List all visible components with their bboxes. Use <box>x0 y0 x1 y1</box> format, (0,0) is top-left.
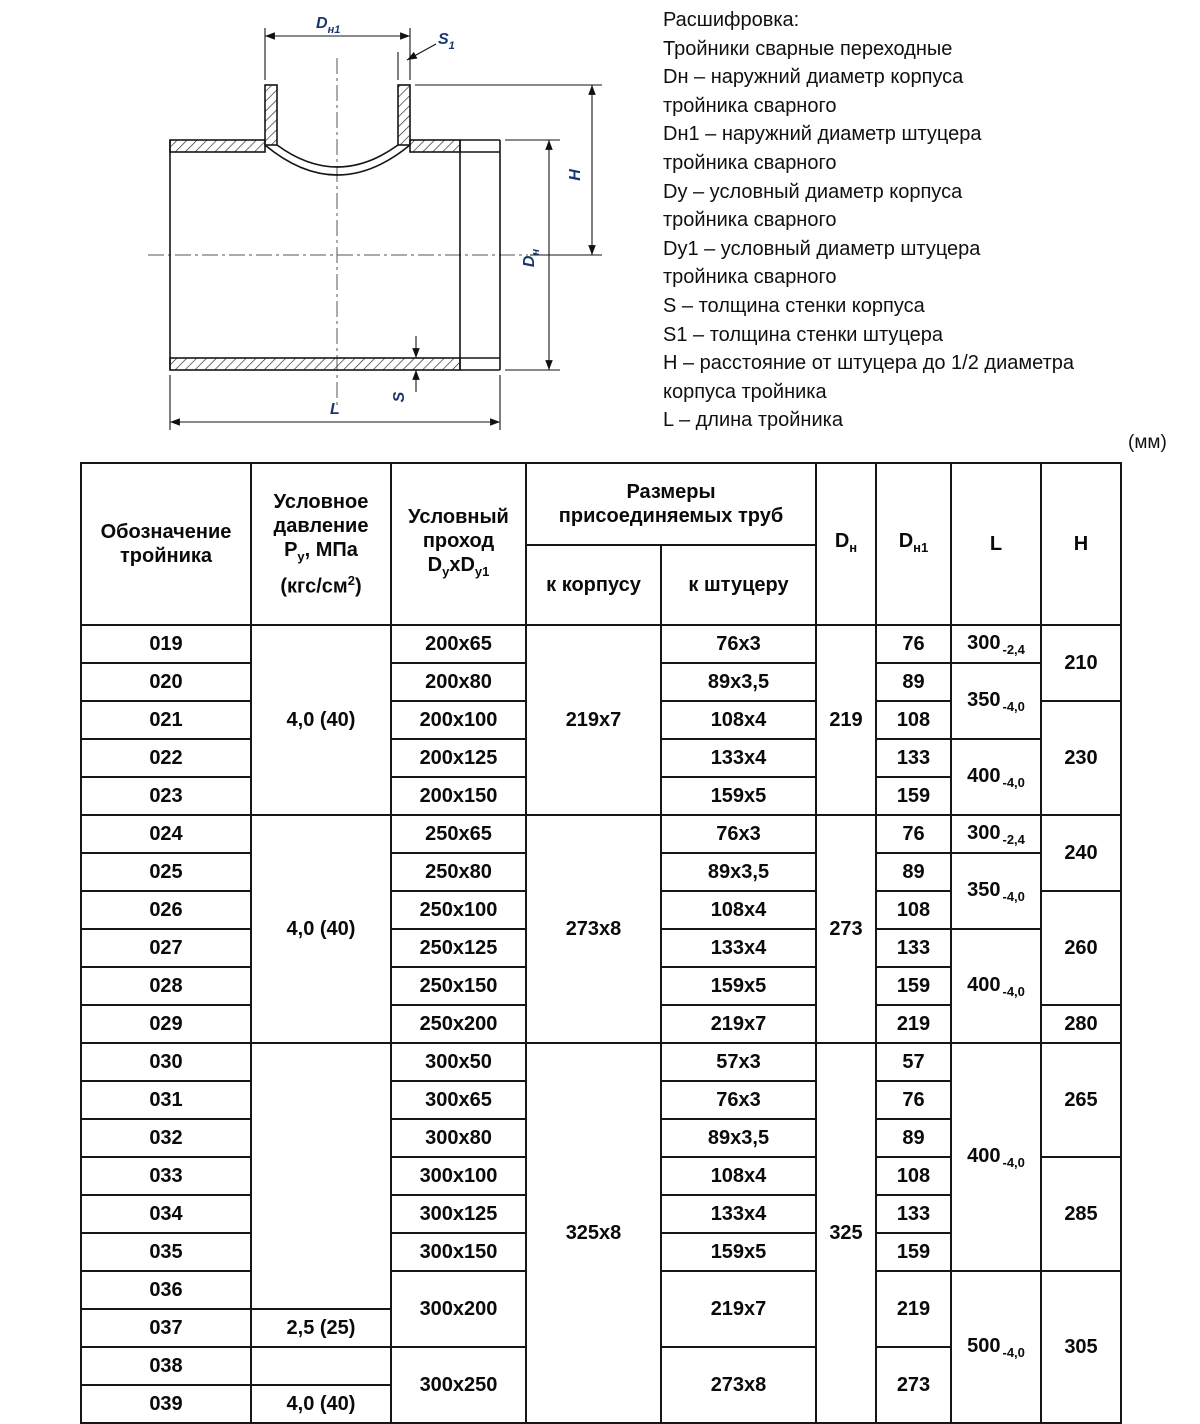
dn1-sub: н1 <box>913 539 929 555</box>
col-branch-pipe: к штуцеру <box>661 545 816 625</box>
table-cell: 219х7 <box>661 1271 816 1347</box>
table-cell: 200х80 <box>391 663 526 701</box>
table-cell: 108х4 <box>661 701 816 739</box>
bore-sub2: у1 <box>474 563 490 579</box>
legend-line: тройника сварного <box>663 209 837 232</box>
pressure-symbol-sub: у <box>297 548 305 564</box>
col-pressure-line1: Условное <box>273 490 369 513</box>
units-note: (мм) <box>1128 432 1167 453</box>
table-cell: 300х50 <box>391 1043 526 1081</box>
table-cell: 500 $_{-4,0}$ <box>951 1271 1041 1423</box>
table-cell: 159 <box>876 1233 951 1271</box>
table-cell: 108х4 <box>661 891 816 929</box>
table-cell: 200х65 <box>391 625 526 663</box>
table-cell: 57х3 <box>661 1043 816 1081</box>
table-cell: 300х65 <box>391 1081 526 1119</box>
col-dn <box>816 463 876 625</box>
legend-line: Dн1 – наружний диаметр штуцера <box>663 123 982 146</box>
table-cell: 250х200 <box>391 1005 526 1043</box>
table-cell: 250х125 <box>391 929 526 967</box>
table-cell: 133 <box>876 1195 951 1233</box>
legend-line: корпуса тройника <box>663 380 827 403</box>
table-cell: 76 <box>876 1081 951 1119</box>
table-cell: 89 <box>876 663 951 701</box>
pressure-unit: , МПа <box>304 538 358 561</box>
table-cell: 300 $_{-2,4}$ <box>951 625 1041 663</box>
table-cell: 325х8 <box>526 1043 661 1423</box>
col-pipes-line2: присоединяемых труб <box>558 505 784 527</box>
table-cell: 159х5 <box>661 777 816 815</box>
table-cell: 76х3 <box>661 815 816 853</box>
table-cell: 024 <box>81 815 251 853</box>
table-cell: 133 <box>876 739 951 777</box>
table-cell: 89 <box>876 1119 951 1157</box>
legend-line: тройника сварного <box>663 266 837 289</box>
legend-line: тройника сварного <box>663 94 837 117</box>
legend-line: Dу – условный диаметр корпуса <box>663 180 963 203</box>
table-cell: 400 $_{-4,0}$ <box>951 1043 1041 1271</box>
table-cell <box>251 1043 391 1309</box>
table-cell: 200х150 <box>391 777 526 815</box>
table-cell: 159 <box>876 777 951 815</box>
centerlines-icon <box>148 58 528 406</box>
col-body-pipe: к корпусу <box>526 545 661 625</box>
table-cell: 021 <box>81 701 251 739</box>
col-l: L <box>951 463 1041 625</box>
col-pipes <box>526 463 816 545</box>
table-row <box>81 815 1121 853</box>
legend-line: S – толщина стенки корпуса <box>663 294 925 317</box>
table-cell: 89 <box>876 853 951 891</box>
table-cell: 76 <box>876 815 951 853</box>
bore-symbol1: D <box>427 553 443 576</box>
dim-label-s: S <box>391 391 408 403</box>
dn-sub: н <box>849 539 858 555</box>
table-cell: 230 <box>1041 701 1121 815</box>
table-cell: 133х4 <box>661 1195 816 1233</box>
dim-label-dn1: $D_{н1}$ <box>316 15 341 36</box>
col-designation-line1: Обозначение <box>100 521 232 543</box>
dim-label-h: H <box>567 169 584 181</box>
table-cell: 273 <box>816 815 876 1043</box>
table-cell: 023 <box>81 777 251 815</box>
table-cell: 300х125 <box>391 1195 526 1233</box>
table-cell: 219 <box>876 1005 951 1043</box>
table-cell: 159 <box>876 967 951 1005</box>
col-bore-line2: проход <box>422 529 495 552</box>
legend-line: Расшифровка: <box>663 9 800 31</box>
table-cell: 133 <box>876 929 951 967</box>
table-cell: 159х5 <box>661 1233 816 1271</box>
dim-label-dn: $D_н$ <box>521 248 542 268</box>
table-cell: 300х200 <box>391 1271 526 1347</box>
table-cell: 133х4 <box>661 739 816 777</box>
legend-line: Dу1 – условный диаметр штуцера <box>663 237 981 260</box>
table-cell: 250х80 <box>391 853 526 891</box>
table-cell: 108 <box>876 891 951 929</box>
legend <box>663 6 1190 435</box>
table-cell: 028 <box>81 967 251 1005</box>
legend-line: Тройники сварные переходные <box>663 37 953 60</box>
table-cell: 019 <box>81 625 251 663</box>
table-cell: 034 <box>81 1195 251 1233</box>
pressure-unit2: (кгс/см <box>280 575 348 598</box>
table-cell: 219х7 <box>526 625 661 815</box>
table-cell: 219х7 <box>661 1005 816 1043</box>
col-designation-line2: тройника <box>119 545 213 567</box>
table-cell: 273 <box>876 1347 951 1423</box>
table-cell: 285 <box>1041 1157 1121 1271</box>
table-cell: 89х3,5 <box>661 853 816 891</box>
table-cell: 029 <box>81 1005 251 1043</box>
table-cell: 4,0 (40) <box>251 625 391 815</box>
table-cell: 300х80 <box>391 1119 526 1157</box>
table-cell: 031 <box>81 1081 251 1119</box>
pipe-walls-icon <box>170 85 460 370</box>
table-cell: 400 $_{-4,0}$ <box>951 739 1041 815</box>
table-cell: 022 <box>81 739 251 777</box>
table-cell: 89х3,5 <box>661 663 816 701</box>
dn-symbol: D <box>834 529 850 552</box>
table-cell: 027 <box>81 929 251 967</box>
col-bore <box>391 463 526 625</box>
col-pressure-line2: давление <box>273 514 369 537</box>
table-cell: 240 <box>1041 815 1121 891</box>
spec-table <box>80 462 1122 1424</box>
table-cell: 76х3 <box>661 1081 816 1119</box>
col-pipes-line1: Размеры <box>626 481 716 503</box>
legend-line: Dн – наружний диаметр корпуса <box>663 66 964 89</box>
col-dn1 <box>876 463 951 625</box>
table-cell: 76 <box>876 625 951 663</box>
pressure-symbol: Р <box>284 538 298 561</box>
table-cell: 350 $_{-4,0}$ <box>951 663 1041 739</box>
dim-label-l: L <box>330 401 340 418</box>
table-cell: 026 <box>81 891 251 929</box>
table-cell: 300х250 <box>391 1347 526 1423</box>
table-cell: 200х100 <box>391 701 526 739</box>
col-designation <box>81 463 251 625</box>
table-cell: 4,0 (40) <box>251 1385 391 1423</box>
table-cell: 250х100 <box>391 891 526 929</box>
tee-drawing <box>0 0 645 455</box>
table-cell: 032 <box>81 1119 251 1157</box>
drawing-panel <box>0 0 645 455</box>
table-cell: 305 <box>1041 1271 1121 1423</box>
table-cell: 350 $_{-4,0}$ <box>951 853 1041 929</box>
table-cell: 108х4 <box>661 1157 816 1195</box>
bore-symbol2: D <box>460 553 475 576</box>
spec-table-body <box>81 625 1121 1423</box>
legend-line: тройника сварного <box>663 151 837 174</box>
table-cell: 133х4 <box>661 929 816 967</box>
table-cell: 76х3 <box>661 625 816 663</box>
table-cell: 219 <box>876 1271 951 1347</box>
table-cell: 210 <box>1041 625 1121 701</box>
legend-line: S1 – толщина стенки штуцера <box>663 323 943 346</box>
pressure-unit2-sup: 2 <box>347 572 355 588</box>
table-cell: 025 <box>81 853 251 891</box>
legend-line: H – расстояние от штуцера до 1/2 диаметра <box>663 352 1074 375</box>
table-cell: 273х8 <box>526 815 661 1043</box>
table-cell: 030 <box>81 1043 251 1081</box>
table-cell: 89х3,5 <box>661 1119 816 1157</box>
table-cell: 250х65 <box>391 815 526 853</box>
table-cell: 260 <box>1041 891 1121 1005</box>
table-cell: 038 <box>81 1347 251 1385</box>
table-cell: 325 <box>816 1043 876 1423</box>
table-cell: 159х5 <box>661 967 816 1005</box>
table-row <box>81 625 1121 663</box>
table-cell <box>251 1347 391 1385</box>
table-cell: 300 $_{-2,4}$ <box>951 815 1041 853</box>
table-cell: 035 <box>81 1233 251 1271</box>
table-cell: 219 <box>816 625 876 815</box>
table-cell: 020 <box>81 663 251 701</box>
table-cell: 57 <box>876 1043 951 1081</box>
dn1-symbol: D <box>898 529 914 552</box>
legend-line: L – длина тройника <box>663 409 843 432</box>
table-cell: 2,5 (25) <box>251 1309 391 1347</box>
col-pressure <box>251 463 391 625</box>
col-h: H <box>1041 463 1121 625</box>
table-cell: 400 $_{-4,0}$ <box>951 929 1041 1043</box>
table-cell: 265 <box>1041 1043 1121 1157</box>
bore-sub1: у <box>442 563 450 579</box>
table-cell: 037 <box>81 1309 251 1347</box>
pressure-unit2-close: ) <box>354 575 362 598</box>
table-cell: 4,0 (40) <box>251 815 391 1043</box>
table-cell: 108 <box>876 1157 951 1195</box>
table-cell: 036 <box>81 1271 251 1309</box>
table-cell: 033 <box>81 1157 251 1195</box>
dim-label-s1: $S_1$ <box>438 31 455 52</box>
table-row <box>81 1043 1121 1081</box>
bore-x: х <box>449 553 461 576</box>
table-cell: 039 <box>81 1385 251 1423</box>
table-cell: 273х8 <box>661 1347 816 1423</box>
table-cell: 108 <box>876 701 951 739</box>
col-bore-line1: Условный <box>408 505 509 528</box>
table-cell: 200х125 <box>391 739 526 777</box>
table-cell: 300х100 <box>391 1157 526 1195</box>
table-cell: 250х150 <box>391 967 526 1005</box>
table-cell: 280 <box>1041 1005 1121 1043</box>
table-cell: 300х150 <box>391 1233 526 1271</box>
